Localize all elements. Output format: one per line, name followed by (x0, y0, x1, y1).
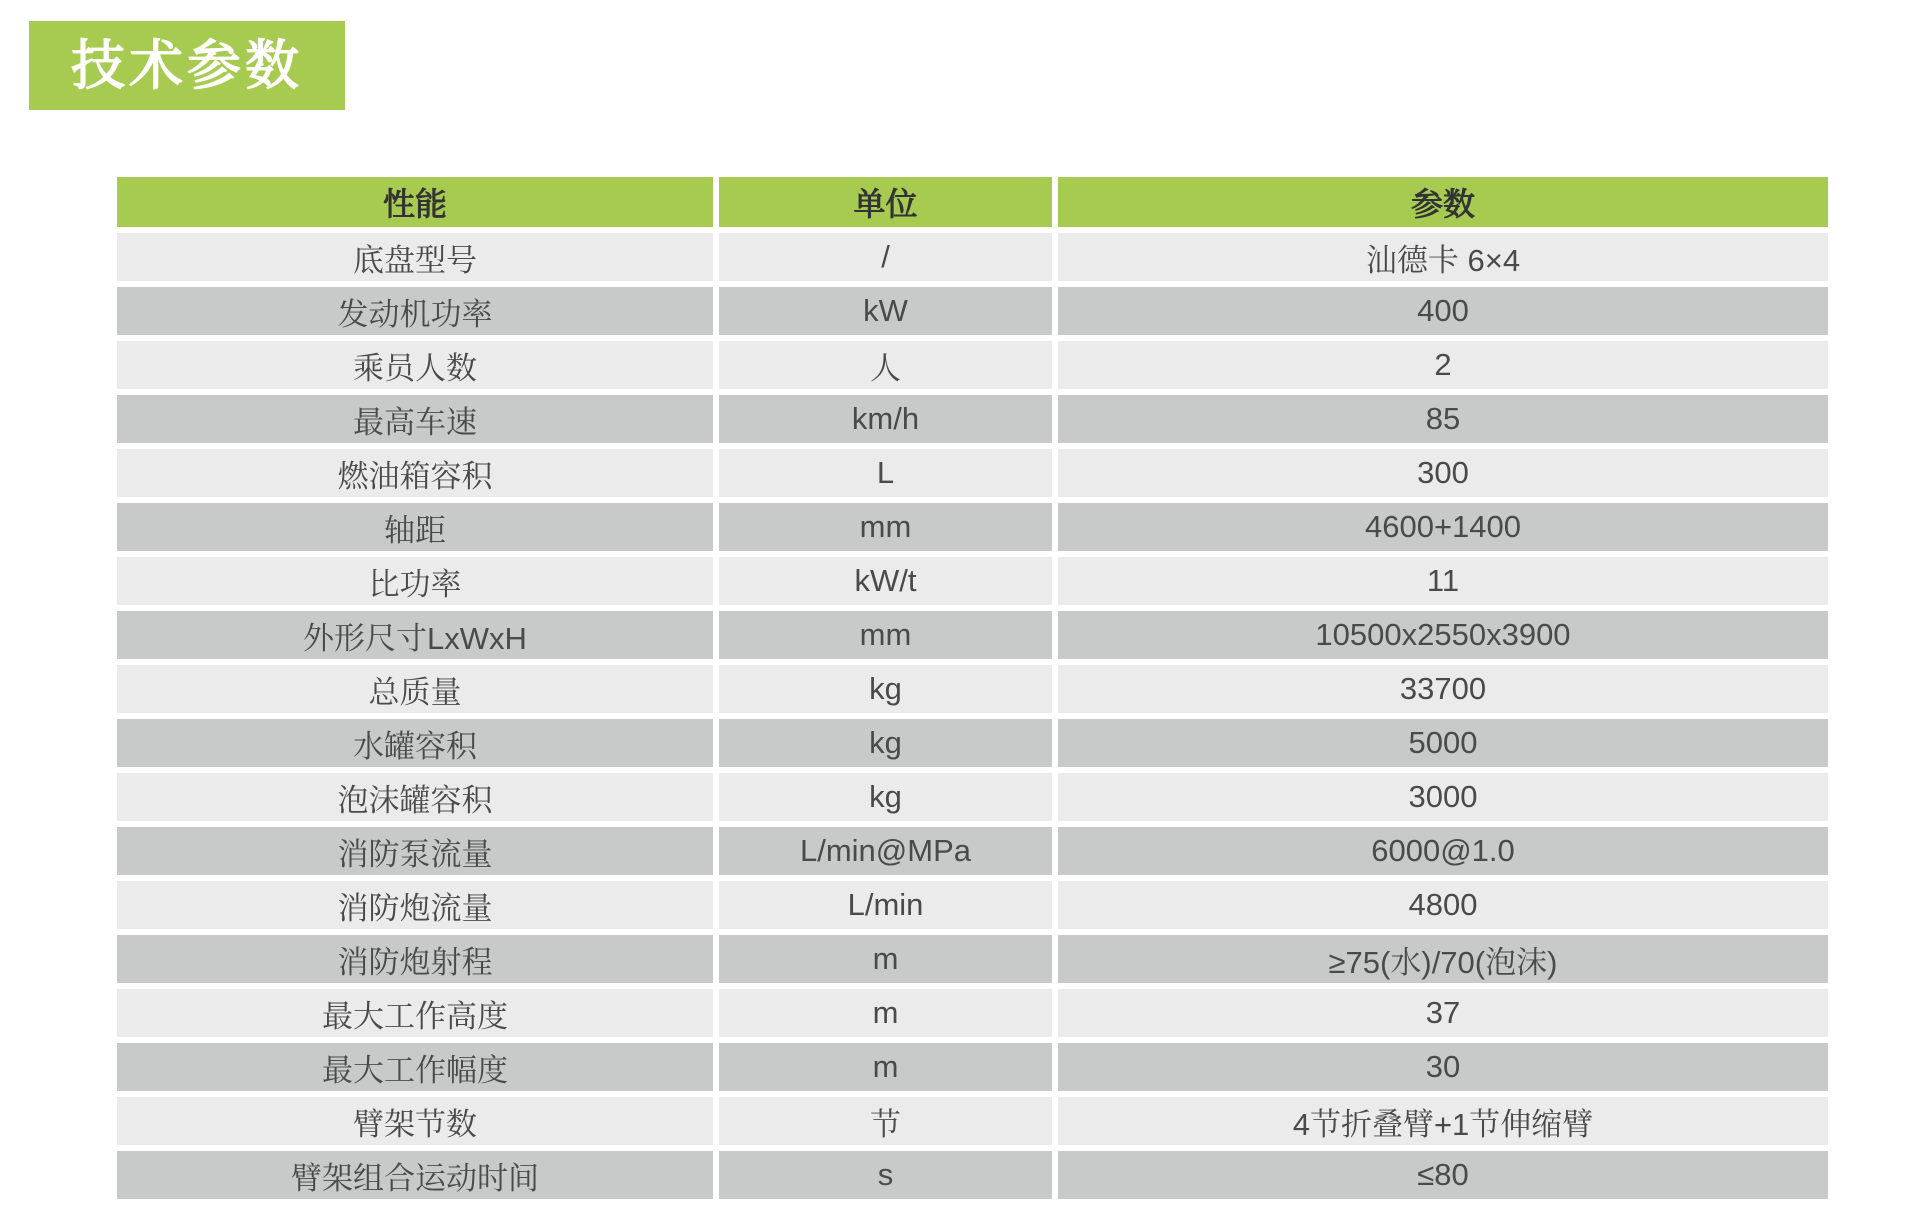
table-row (117, 503, 1828, 551)
unit-cell: kW (719, 287, 1052, 335)
value-cell: 3000 (1058, 773, 1828, 821)
unit-cell: mm (719, 611, 1052, 659)
value-cell: ≤80 (1058, 1151, 1828, 1199)
spec-table-body (117, 233, 1828, 1199)
unit-cell: 节 (719, 1097, 1052, 1145)
property-cell: 底盘型号 (117, 233, 713, 281)
table-row (117, 1043, 1828, 1091)
table-row (117, 611, 1828, 659)
property-cell: 外形尺寸LxWxH (117, 611, 713, 659)
table-row (117, 449, 1828, 497)
value-cell: ≥75(水)/70(泡沫) (1058, 935, 1828, 983)
table-row (117, 935, 1828, 983)
value-cell: 30 (1058, 1043, 1828, 1091)
property-cell: 臂架组合运动时间 (117, 1151, 713, 1199)
unit-cell: L/min (719, 881, 1052, 929)
unit-cell: L (719, 449, 1052, 497)
unit-cell: m (719, 1043, 1052, 1091)
property-cell: 泡沫罐容积 (117, 773, 713, 821)
page-title-badge (29, 21, 345, 110)
table-row (117, 773, 1828, 821)
table-row (117, 989, 1828, 1037)
unit-cell: L/min@MPa (719, 827, 1052, 875)
table-row (117, 881, 1828, 929)
property-cell: 水罐容积 (117, 719, 713, 767)
header-cell-unit: 单位 (719, 177, 1052, 227)
header-cell-property: 性能 (117, 177, 713, 227)
value-cell: 10500x2550x3900 (1058, 611, 1828, 659)
value-cell: 11 (1058, 557, 1828, 605)
property-cell: 消防炮流量 (117, 881, 713, 929)
unit-cell: m (719, 989, 1052, 1037)
table-row (117, 827, 1828, 875)
table-row (117, 287, 1828, 335)
value-cell: 4600+1400 (1058, 503, 1828, 551)
spec-table-header (117, 177, 1828, 227)
header-row (117, 177, 1828, 227)
value-cell: 2 (1058, 341, 1828, 389)
property-cell: 发动机功率 (117, 287, 713, 335)
property-cell: 消防泵流量 (117, 827, 713, 875)
unit-cell: m (719, 935, 1052, 983)
value-cell: 4800 (1058, 881, 1828, 929)
spec-table (111, 171, 1834, 1205)
unit-cell: kW/t (719, 557, 1052, 605)
table-row (117, 557, 1828, 605)
property-cell: 轴距 (117, 503, 713, 551)
value-cell: 85 (1058, 395, 1828, 443)
table-row (117, 1097, 1828, 1145)
value-cell: 4节折叠臂+1节伸缩臂 (1058, 1097, 1828, 1145)
table-row (117, 719, 1828, 767)
page-title: 技术参数 (71, 35, 303, 96)
value-cell: 37 (1058, 989, 1828, 1037)
value-cell: 5000 (1058, 719, 1828, 767)
unit-cell: km/h (719, 395, 1052, 443)
table-row (117, 395, 1828, 443)
unit-cell: kg (719, 719, 1052, 767)
unit-cell: 人 (719, 341, 1052, 389)
unit-cell: kg (719, 665, 1052, 713)
unit-cell: kg (719, 773, 1052, 821)
property-cell: 总质量 (117, 665, 713, 713)
property-cell: 乘员人数 (117, 341, 713, 389)
value-cell: 33700 (1058, 665, 1828, 713)
value-cell: 汕德卡 6×4 (1058, 233, 1828, 281)
table-row (117, 341, 1828, 389)
value-cell: 6000@1.0 (1058, 827, 1828, 875)
unit-cell: mm (719, 503, 1052, 551)
property-cell: 臂架节数 (117, 1097, 713, 1145)
value-cell: 300 (1058, 449, 1828, 497)
property-cell: 最高车速 (117, 395, 713, 443)
property-cell: 燃油箱容积 (117, 449, 713, 497)
property-cell: 最大工作幅度 (117, 1043, 713, 1091)
property-cell: 最大工作高度 (117, 989, 713, 1037)
value-cell: 400 (1058, 287, 1828, 335)
unit-cell: s (719, 1151, 1052, 1199)
header-cell-value: 参数 (1058, 177, 1828, 227)
property-cell: 比功率 (117, 557, 713, 605)
unit-cell: / (719, 233, 1052, 281)
table-row (117, 1151, 1828, 1199)
table-row (117, 233, 1828, 281)
table-row (117, 665, 1828, 713)
property-cell: 消防炮射程 (117, 935, 713, 983)
